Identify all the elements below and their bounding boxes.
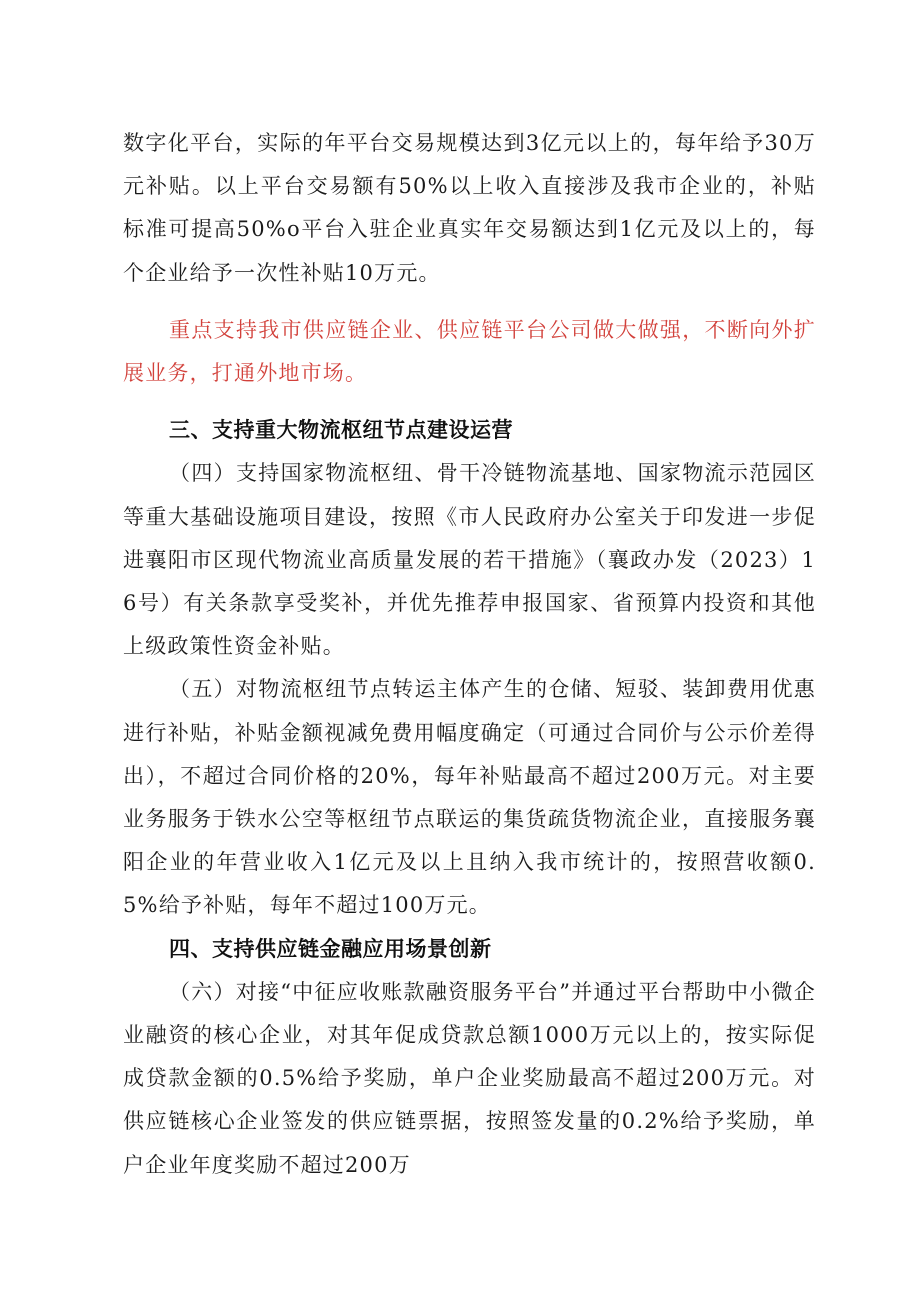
paragraph-item-6: （六）对接“中征应收账款融资服务平台”并通过平台帮助中小微企业融资的核心企业，对其年促成贷款总额1000万元以上的，按实际促成贷款金额的0.5%给予奖励，单户企业奖励最高不超过200万元。对供应链核心企业签发的供应链票据，按照签发量的0.2%给予奖励，单户企业年度奖励不超过200万 [123,979,816,1177]
section-heading-logistics-hub: 三、支持重大物流枢纽节点建设运营 [169,418,513,443]
paragraph-gap [123,295,816,309]
paragraph-highlight-supply-chain: 重点支持我市供应链企业、供应链平台公司做大做强，不断向外扩展业务，打通外地市场。 [123,317,816,386]
paragraph-platform-subsidy: 数字化平台，实际的年平台交易规模达到3亿元以上的，每年给予30万元补贴。以上平台交易额有50%以上收入直接涉及我市企业的，补贴标准可提高50%o平台入驻企业真实年交易额达到1亿元及以上的，每个企业给予一次性补贴10万元。 [123,131,816,285]
paragraph-gap [123,395,816,409]
section-heading-supply-chain-finance: 四、支持供应链金融应用场景创新 [169,936,492,961]
paragraph-item-4: （四）支持国家物流枢纽、骨干冷链物流基地、国家物流示范园区等重大基础设施项目建设，按照《市人民政府办公室关于印发进一步促进襄阳市区现代物流业高质量发展的若干措施》（襄政办发（2023）16号）有关条款享受奖补，并优先推荐申报国家、省预算内投资和其他上级政策性资金补贴。 [123,461,816,659]
paragraph-item-5: （五）对物流枢纽节点转运主体产生的仓储、短驳、装卸费用优惠进行补贴，补贴金额视减免费用幅度确定（可通过合同价与公示价差得出），不超过合同价格的20%，每年补贴最高不超过200万元。对主要业务服务于铁水公空等枢纽节点联运的集货疏货物流企业，直接服务襄阳企业的年营业收入1亿元及以上且纳入我市统计的，按照营收额0.5%给予补贴，每年不超过100万元。 [123,677,816,918]
